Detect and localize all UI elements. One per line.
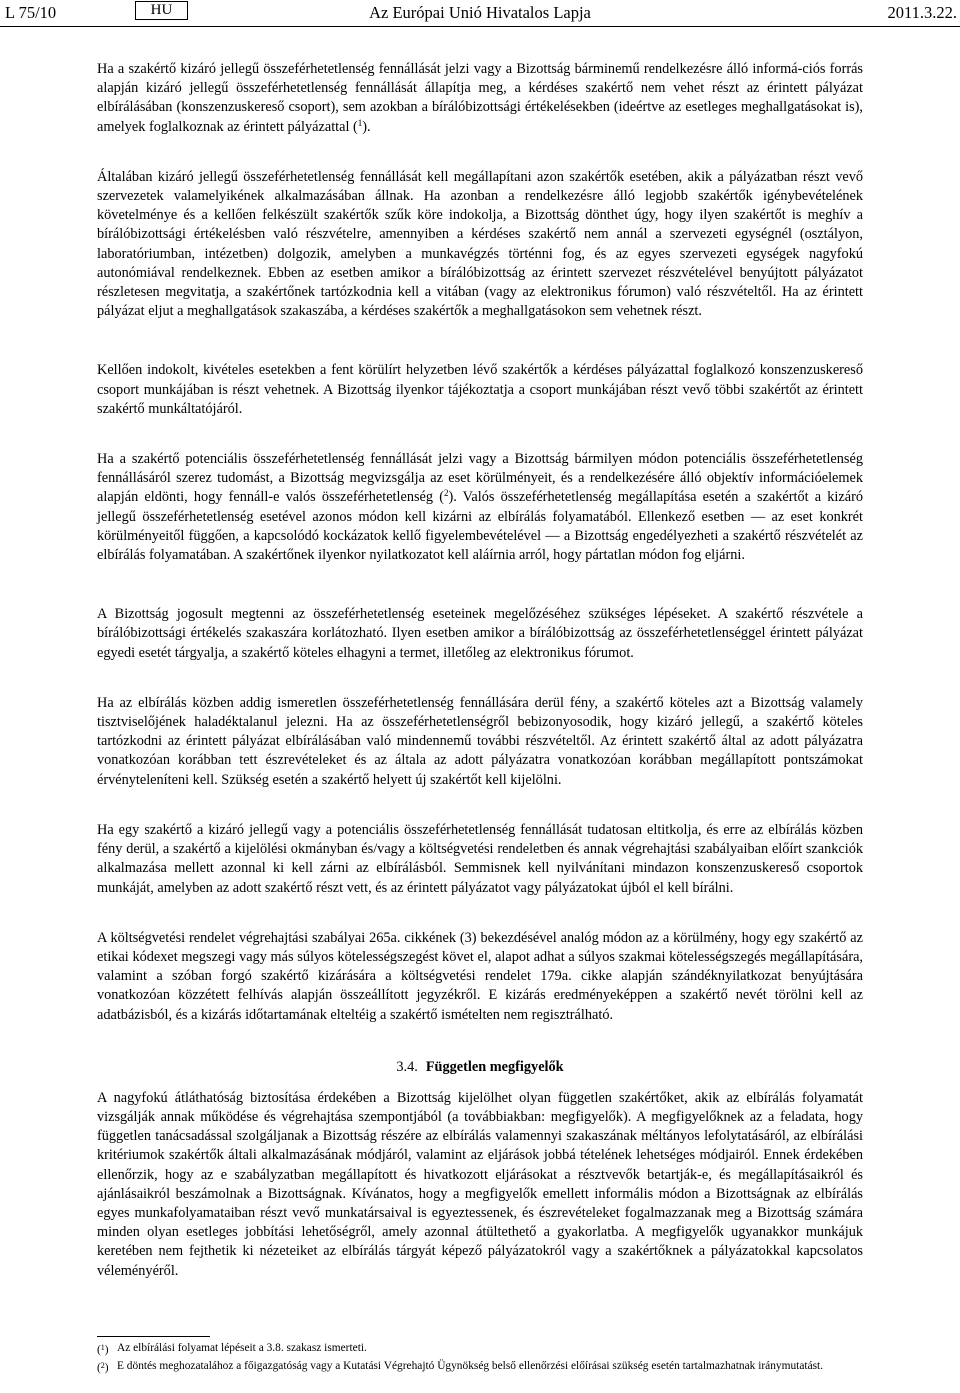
journal-title: Az Európai Unió Hivatalos Lapja [369,3,591,22]
section-title: Független megfigyelők [425,1058,564,1075]
footnotes [97,1341,863,1377]
footnote-reference: 2 [443,488,449,499]
footnote-text: Az elbírálási folyamat lépéseit a 3.8. szakasz ismerteti. [117,1342,367,1354]
paragraph: A költségvetési rendelet végrehajtási szabályai 265a. cikkének (3) bekezdésével analóg módon az a körülmény, hogy egy szakértő az etikai kódexet megszegi vagy más súlyos kötelességszegést követ el, alapot adhat a súlyos szakmai kötelességszegés megállapítására, valamint a szóban forgó szakértő kizárására a költségvetési rendelet 179a. cikke alapján szándéknyilatkozat benyújtására vonatkozóan közzétett felhívás alapján összeállított jegyzékről. E kizárás eredményeképpen a szakértő nevét törölni kell az adatbázisból, és a kizárás időtartamának elteltéig a szakértő ismételten nem regisztrálható. [97,929,863,1023]
paragraph: Ha a szakértő potenciális összeférhetetlenség fennállását jelzi vagy a Bizottság bármilyen módon potenciális összeférhetetlenség fennállásáról szerez tudomást, a Bizottság megvizsgálja az eset körülményeit, és a rendelkezésére álló objektív információelemek alapján eldönti, hogy fennáll-e valós összeférhetetlenség ($^2$). Valós összeférhetetlenség megállapítása esetén a szakértőt a kizáró jellegű összeférhetetlenség esetével azonos módon kell kizárni az elbírálás folyamatából. Ellenkező esetben — az eset konkrét körülményeitől függően, a kapcsolódó kockázatok kellő figyelembevételével — a Bizottság engedélyezheti a szakértő részvételét az elbírálás folyamatában. A szakértőnek ilyenkor nyilatkozatot kell aláírnia arról, hogy pártatlan módon fog eljárni. [97,451,863,564]
footnote-number: ($^1$) [97,1343,109,1356]
publication-date: 2011.3.22. [887,3,957,22]
footnote [97,1341,863,1357]
footnote [97,1359,863,1375]
paragraph: A Bizottság jogosult megtenni az összeférhetetlenség eseteinek megelőzéséhez szükséges lépéseket. A szakértő részvétele a bírálóbizottsági értékelés szakaszára korlátozható. Ilyen esetben amikor a bírálóbizottság az összeférhetetlenséggel érintett pályázat egyedi esetét tárgyalja, a szakértő köteles elhagyni a termet, illetőleg az elektronikus fórumot. [97,606,863,661]
paragraph: Kellően indokolt, kivételes esetekben a fent körülírt helyzetben lévő szakértők a kérdéses pályázattal foglalkozó konszenzuskereső csoport munkájában is részt vehetnek. A Bizottság ilyenkor tájékoztatja a csoport munkájában részt vevő többi szakértőt az érintett szakértő munkáltatójáról. [97,362,863,417]
section-number: 3.4. [396,1058,418,1075]
footnote-number: ($^2$) [97,1361,109,1375]
page-reference: L 75/10 [5,3,57,22]
paragraph: Általában kizáró jellegű összeférhetetlenség fennállását kell megállapítani azon szakértők esetében, akik a pályázatban részt vevő szervezetek valamelyikének alkalmazásában állnak. Ha azonban a rendelkezésre álló legjobb szakértők igénybevételének követelménye és a kellően felkészült szakértők szűk köre indokolja, a Bizottság dönthet úgy, hogy ilyen szakértőt is meghív a bírálóbizottsági értékelésben való részvételre, amennyiben a kérdéses szakértő nem annál a szervezeti egységnél (osztályon, laboratóriumban, intézetben) dolgozik, amelyben a munkavégzés történni fog, és az egyes szervezeti egységek nagyfokú autonómiával rendelkeznek. Ebben az esetben amikor a bírálóbizottság az érintett szervezet részvételével benyújtott pályázatot részletesen megvitatja, a szakértőnek tartózkodnia kell a vitában (vagy az elektronikus fórumon) való részvételtől. Ha az érintett pályázat eljut a meghallgatások szakaszába, a kérdéses szakértők a meghallgatásokon sem vehetnek részt. [97,168,863,320]
document-body [97,60,863,1281]
footnote-divider [97,1336,210,1337]
paragraph: Ha egy szakértő a kizáró jellegű vagy a potenciális összeférhetetlenség fennállását tudatosan eltitkolja, és erre az elbírálás közben fény derül, a szakértő a kijelölési okmányban és/vagy a költségvetési rendeletben és annak végrehajtási szabályaiban előírt szankciók alkalmazása mellett azonnal ki kell zárni az elbírálásból. Semmisnek kell nyilvánítani mindazon konszenzuskereső csoportok munkáját, amelyben az adott szakértő részt vett, és az érintett pályázatot vagy pályázatokat újból el kell bírálni. [97,821,863,896]
paragraph: Ha a szakértő kizáró jellegű összeférhetetlenség fennállását jelzi vagy a Bizottság bárminemű rendelkezésre álló informá-ciós forrás alapján kizáró jellegű összeférhetetlenség fennállását állapítja meg, a kérdéses szakértő nem vehet részt az érintett pályázat elbírálásában (konszenzuskereső csoport), sem azokban a bírálóbizottsági értékelésekben (ideértve az esetleges meghallgatásokat is), amelyek foglalkoznak az érintett pályázattal ($^1$). [97,61,863,135]
footnote-reference: 1 [357,117,363,128]
section-paragraph: A nagyfokú átláthatóság biztosítása érdekében a Bizottság kijelölhet olyan független szakértőket, akik az elbírálás folyamatát vizsgálják annak működése és végrehajtása szempontjából (a továbbiakban: megfigyelők). A megfigyelőknek az a feladata, hogy független tanácsadással szolgáljanak a Bizottság részére az elbírálás valamennyi szakaszának méltányos lefolytatásáról, az elbírálási kritériumok szakértők általi alkalmazásának módjáról, valamint az eljárások jobbá tételének lehetséges módjairól. Ennek érdekében ellenőrzik, hogy az e szabályzatban megállapított és hivatkozott eljárásokat a résztvevők betartják-e, és megállapításaikról és ajánlásaikról beszámolnak a Bizottságnak. Kívánatos, hogy a megfigyelők emellett informális módon a Bizottságnak az elbírálás egyes munkafolyamataiban részt vevő munkatársaival is egyeztessenek, és észrevételeket fogalmazzanak meg a Bizottság számára minden olyan esetleges jobbítási lehetőségről, amely azonnal átültethető a gyakorlatba. A megfigyelők ugyanakkor munkájuk keretében nem fejthetik ki nézeteiket az elbírálás tárgyát képező pályázatokról vagy a szakértőknek a pályázatokkal kapcsolatos véleményéről. [97,1089,863,1279]
section-heading [97,1058,863,1077]
paragraph: Ha az elbírálás közben addig ismeretlen összeférhetetlenség fennállására derül fény, a szakértő köteles azt a Bizottság valamely tisztviselőjének haladéktalanul jelezni. Ha az összeférhetetlenségről bebizonyosodik, hogy kizáró jellegű, a szakértő köteles tartózkodni az érintett pályázat elbírálásában való mindennemű további részvételtől. Az érintett szakértő által az adott pályázatra vonatkozóan korábban tett észrevételeket és az általa az adott pályázatra vonatkozóan korábban megállapított pontszámokat érvényteleníteni kell. Szükség esetén a szakértő helyett új szakértőt kell kijelölni. [97,694,863,788]
language-badge: HU [135,1,188,20]
footnote-text: E döntés meghozatalához a főigazgatóság vagy a Kutatási Végrehajtó Ügynökség belső ellenőrzési előírásai szükség esetén tartalmazhatnak iránymutatást. [117,1360,824,1373]
header-divider [0,26,960,27]
page-header [0,0,960,26]
